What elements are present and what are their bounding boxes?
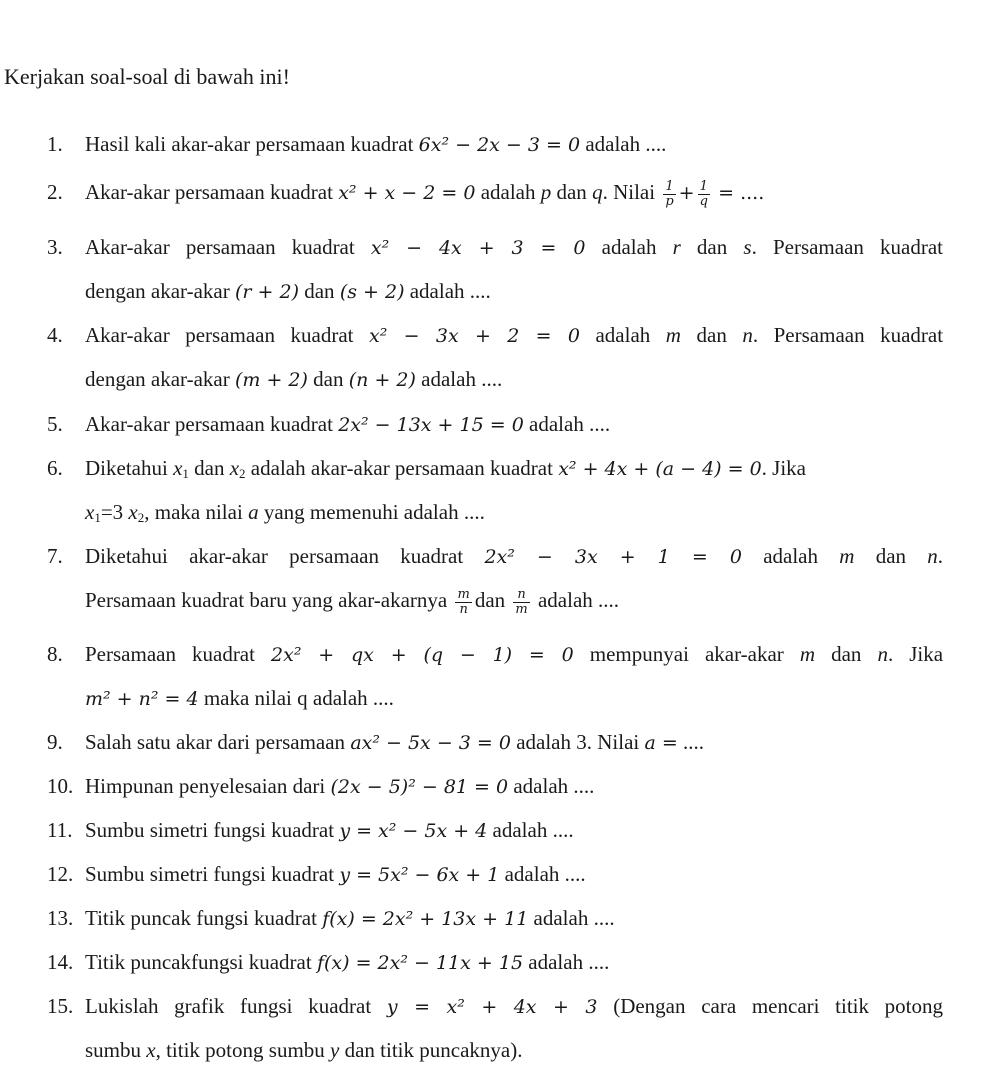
equation: f(x) = 2x² − 11x + 15 bbox=[316, 952, 524, 974]
equation: y = 5x² − 6x + 1 bbox=[339, 864, 500, 886]
equation: x² − 4x + 3 = 0 bbox=[370, 237, 586, 259]
equation: y = x² + 4x + 3 bbox=[386, 996, 598, 1018]
equation: 6x² − 2x − 3 = 0 bbox=[418, 134, 581, 156]
equation: 2x² − 13x + 15 = 0 bbox=[338, 414, 524, 436]
equation: x² − 3x + 2 = 0 bbox=[369, 325, 580, 347]
fraction: $\frac{1}{p}$ bbox=[665, 178, 674, 209]
equation: x² + x − 2 = 0 bbox=[338, 182, 476, 204]
fraction: $\frac{n}{m}$ bbox=[515, 586, 528, 617]
equation: x² + 4x + (a − 4) = 0 bbox=[558, 458, 762, 480]
equation: y = x² − 5x + 4 bbox=[339, 820, 488, 842]
fraction: $\frac{1}{q}$ bbox=[699, 178, 708, 209]
page-heading: Kerjakan soal-soal di bawah ini! bbox=[4, 64, 290, 89]
equation: (2x − 5)² − 81 = 0 bbox=[330, 776, 509, 798]
equation: ax² − 5x − 3 = 0 bbox=[350, 732, 511, 754]
equation: f(x) = 2x² + 13x + 11 bbox=[322, 908, 529, 930]
equation: 2x² + qx + (q − 1) = 0 bbox=[271, 644, 574, 666]
fraction: $\frac{m}{n}$ bbox=[457, 586, 470, 617]
equation: 2x² − 3x + 1 = 0 bbox=[484, 546, 742, 568]
